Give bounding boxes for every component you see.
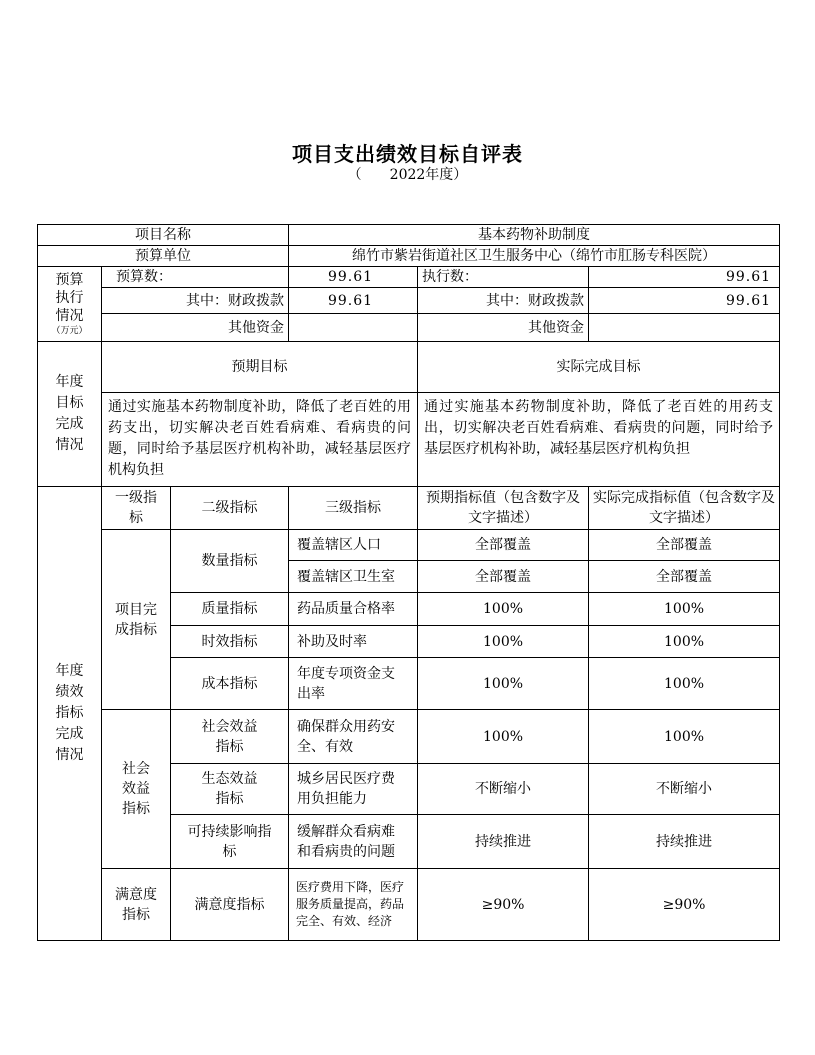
expected-value-cell: 全部覆盖: [418, 561, 589, 593]
table-row: [38, 487, 780, 530]
level2-cell: 可持续影响指标: [171, 815, 289, 869]
level2-cell: 数量指标: [171, 530, 289, 593]
project-name-value: 基本药物补助制度: [289, 225, 780, 246]
budget-section-line: 执行: [55, 290, 84, 306]
actual-goal-text: 通过实施基本药物制度补助，降低了老百姓的用药支出，切实解决老百姓看病难、看病贵的问题，同时给予基层医疗机构补助，减轻基层医疗机构负担: [418, 393, 780, 487]
expected-value-cell: 不断缩小: [418, 764, 589, 815]
budget-unit-value: 绵竹市紫岩街道社区卫生服务中心（绵竹市肛肠专科医院）: [289, 246, 780, 267]
actual-value-cell: 100%: [589, 658, 780, 710]
level2-cell: 生态效益指标: [171, 764, 289, 815]
level2-cell: 成本指标: [171, 658, 289, 710]
fiscal-budget-value: 99.61: [289, 288, 418, 314]
budget-section-line: 预算: [55, 272, 84, 288]
level3-cell: 补助及时率: [289, 626, 418, 658]
actual-value-header: 实际完成指标值（包含数字及文字描述）: [589, 487, 780, 530]
level2-cell: 时效指标: [171, 626, 289, 658]
fiscal-exec-label: 其中：财政拨款: [418, 288, 589, 314]
level2-header: 二级指标: [171, 487, 289, 530]
budget-section-unit: （万元）: [51, 326, 88, 336]
table-row: [38, 288, 780, 314]
actual-value-cell: 100%: [589, 710, 780, 764]
actual-value-cell: 100%: [589, 626, 780, 658]
fiscal-exec-value: 99.61: [589, 288, 780, 314]
expected-value-cell: ≥90%: [418, 869, 589, 941]
fiscal-budget-label: 其中：财政拨款: [102, 288, 289, 314]
budget-unit-label: 预算单位: [38, 246, 289, 267]
page-subtitle: [0, 164, 815, 184]
annual-goal-section-label: 年度目标完成情况: [38, 342, 102, 487]
actual-value-cell: 不断缩小: [589, 764, 780, 815]
exec-amount-value: 99.61: [589, 267, 780, 288]
budget-amount-value: 99.61: [289, 267, 418, 288]
group-satisfaction: 满意度指标: [102, 869, 171, 941]
other-budget-value: [289, 314, 418, 342]
table-row: [38, 869, 780, 941]
actual-value-cell: 100%: [589, 593, 780, 626]
table-row: [38, 530, 780, 561]
other-exec-value: [589, 314, 780, 342]
expected-goal-text: 通过实施基本药物制度补助，降低了老百姓的用药支出，切实解决老百姓看病难、看病贵的问题，同时给予基层医疗机构补助，减轻基层医疗机构负担: [102, 393, 418, 487]
actual-value-cell: ≥90%: [589, 869, 780, 941]
expected-goal-header: 预期目标: [102, 342, 418, 393]
level3-cell: 医疗费用下降，医疗服务质量提高，药品完全、有效、经济: [289, 869, 418, 941]
subtitle-open-paren: （: [347, 167, 362, 183]
budget-amount-label: 预算数：: [102, 267, 289, 288]
other-exec-label: 其他资金: [418, 314, 589, 342]
performance-table: [37, 224, 780, 941]
group-project-completion: 项目完成指标: [102, 530, 171, 710]
other-budget-label: 其他资金: [102, 314, 289, 342]
actual-value-cell: 全部覆盖: [589, 561, 780, 593]
level2-cell: 质量指标: [171, 593, 289, 626]
expected-value-cell: 100%: [418, 710, 589, 764]
subtitle-year: 2022年度）: [389, 167, 468, 183]
level2-cell: 社会效益指标: [171, 710, 289, 764]
expected-value-cell: 100%: [418, 593, 589, 626]
table-row: [38, 246, 780, 267]
table-row: [38, 225, 780, 246]
actual-value-cell: 持续推进: [589, 815, 780, 869]
page-title: 项目支出绩效目标自评表: [292, 142, 523, 166]
expected-value-cell: 全部覆盖: [418, 530, 589, 561]
level1-header: 一级指标: [102, 487, 171, 530]
table-row: [38, 393, 780, 487]
table-row: [38, 710, 780, 764]
level3-cell: 覆盖辖区人口: [289, 530, 418, 561]
level3-cell: 缓解群众看病难和看病贵的问题: [289, 815, 418, 869]
project-name-label: 项目名称: [38, 225, 289, 246]
level3-cell: 覆盖辖区卫生室: [289, 561, 418, 593]
budget-section-label: [38, 267, 102, 342]
expected-value-cell: 100%: [418, 626, 589, 658]
expected-value-header: 预期指标值（包含数字及文字描述）: [418, 487, 589, 530]
expected-value-cell: 100%: [418, 658, 589, 710]
actual-value-cell: 全部覆盖: [589, 530, 780, 561]
actual-goal-header: 实际完成目标: [418, 342, 780, 393]
level3-cell: 确保群众用药安全、有效: [289, 710, 418, 764]
level3-cell: 药品质量合格率: [289, 593, 418, 626]
budget-section-line: 情况: [55, 308, 84, 324]
group-social-benefit: 社会效益指标: [102, 710, 171, 869]
level3-cell: 城乡居民医疗费用负担能力: [289, 764, 418, 815]
table-row: [38, 314, 780, 342]
level2-cell: 满意度指标: [171, 869, 289, 941]
expected-value-cell: 持续推进: [418, 815, 589, 869]
level3-cell: 年度专项资金支出率: [289, 658, 418, 710]
table-row: [38, 342, 780, 393]
indicator-section-label: 年度绩效指标完成情况: [38, 487, 102, 941]
table-row: [38, 267, 780, 288]
level3-header: 三级指标: [289, 487, 418, 530]
exec-amount-label: 执行数：: [418, 267, 589, 288]
